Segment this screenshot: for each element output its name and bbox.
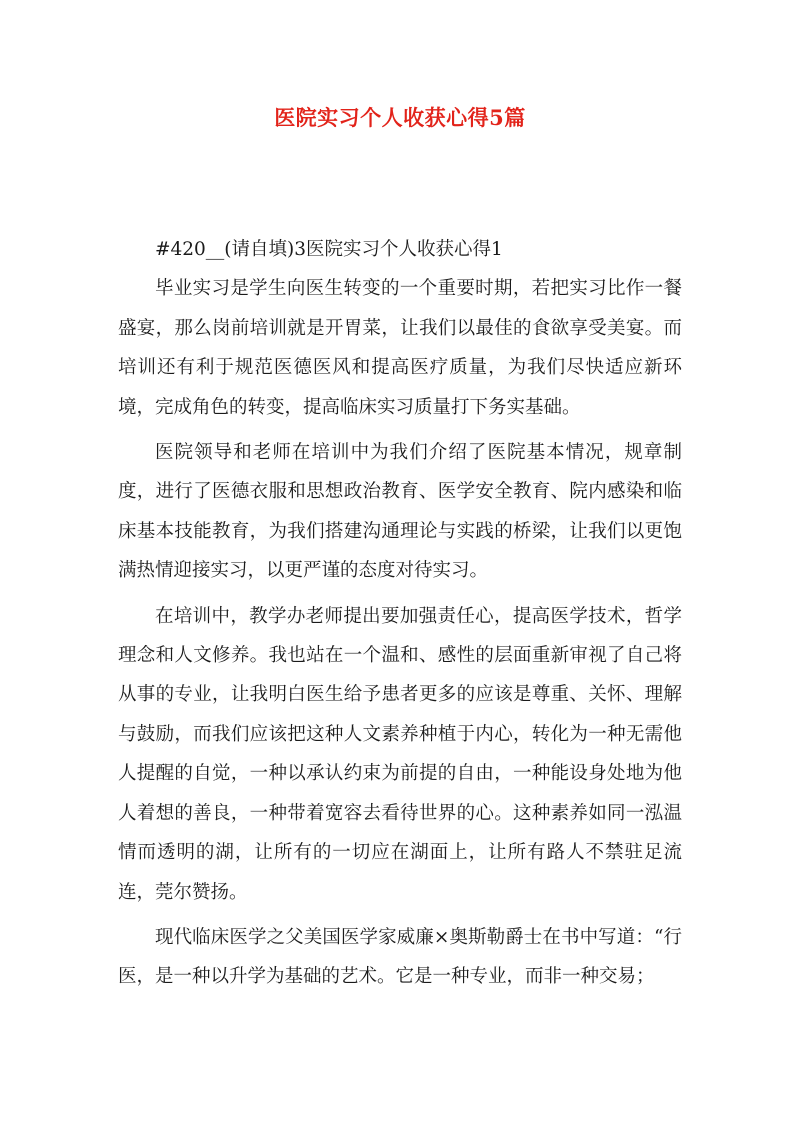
- section-heading: #420__(请自填)3医院实习个人收获心得1: [155, 239, 503, 260]
- paragraph-4: 现代临床医学之父美国医学家威廉×奥斯勒爵士在书中写道：“行医，是一种以升学为基础的艺术。它是一种专业，而非一种交易；: [118, 926, 682, 988]
- paragraph-3: 在培训中，教学办老师提出要加强责任心，提高医学技术，哲学理念和人文修养。我也站在一个温和、感性的层面重新审视了自己将从事的专业，让我明白医生给予患者更多的应该是尊重、关怀、理解与鼓励，而我们应该把这种人文素养种植于内心，转化为一种无需他人提醒的自觉，一种以承认约束为前提的自由，一种能设身处地为他人着想的善良，一种带着宽容去看待世界的心。这种素养如同一泓温情而透明的湖，让所有的一切应在湖面上，让所有路人不禁驻足流连，莞尔赞扬。: [118, 605, 682, 903]
- paragraph-2: 医院领导和老师在培训中为我们介绍了医院基本情况，规章制度，进行了医德衣服和思想政治教育、医学安全教育、院内感染和临床基本技能教育，为我们搭建沟通理论与实践的桥梁，让我们以更饱满热情迎接实习，以更严谨的态度对待实习。: [118, 442, 682, 582]
- document-body: [118, 230, 682, 1003]
- paragraph-1: 毕业实习是学生向医生转变的一个重要时期，若把实习比作一餐盛宴，那么岗前培训就是开胃菜，让我们以最佳的食欲享受美宴。而培训还有利于规范医德医风和提高医疗质量，为我们尽快适应新环境，完成角色的转变，提高临床实习质量打下务实基础。: [118, 278, 682, 418]
- document-title: 医院实习个人收获心得5篇: [274, 105, 526, 130]
